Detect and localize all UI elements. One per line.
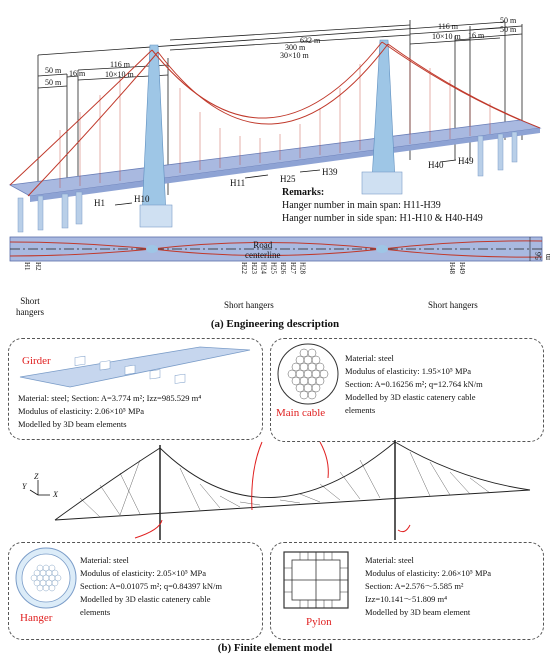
dim-50-left-top: 50 m (45, 66, 62, 75)
plan-h22: H22 (240, 262, 248, 275)
axis-y-label: Y (22, 482, 27, 491)
plan-pylon-left (146, 245, 158, 253)
label-h10: H10 (134, 194, 150, 204)
plan-h25: H25 (269, 262, 278, 275)
main-cable-line4: Modelled by 3D elastic catenery cable (345, 392, 476, 402)
label-h49: H49 (458, 156, 474, 166)
pylon-line1: Material: steel (365, 555, 414, 565)
plan-h26: H26 (279, 262, 287, 275)
axis-x-label: X (53, 490, 58, 499)
dim-50-right-bottom: 50 m (500, 25, 517, 34)
hanger-title: Hanger (20, 612, 53, 624)
dim-10x10-right: 10×10 m (432, 32, 461, 41)
hanger-props (80, 554, 262, 619)
pylon-line3: Section: A=2.576～5.585 m² (365, 581, 464, 591)
pylon-right (362, 40, 402, 194)
main-cable-section-icon (276, 342, 340, 406)
main-cable-line3: Section: A=0.16256 m²; q=12.764 kN/m (345, 379, 483, 389)
dim-56: 56 m (534, 252, 552, 260)
plan-h28: H28 (298, 262, 307, 275)
dim-30x10: 30×10 m (280, 51, 309, 60)
hanger-line3: Section: A=0.01075 m²; q=0.84397 kN/m (80, 581, 222, 591)
girder-line3: Modelled by 3D beam elements (18, 419, 127, 429)
girder-line1: Material: steel; Section: A=3.774 m²; Izz=985.529 m⁴ (18, 393, 202, 403)
hanger-line5: elements (80, 607, 111, 617)
plan-h24: H24 (259, 262, 268, 275)
pylon-line4: Izz=10.141～51.809 m⁴ (365, 594, 448, 604)
dim-116-right: 116 m (438, 22, 458, 31)
dim-300: 300 m (285, 43, 306, 52)
fe-deck-line (55, 490, 530, 520)
main-cable-props (345, 352, 541, 417)
girder-section-drawing (15, 342, 255, 392)
hanger-line2: Modulus of elasticity: 2.05×10⁵ MPa (80, 568, 207, 578)
fe-cables (55, 442, 530, 520)
pylon-props (365, 554, 541, 619)
label-h11: H11 (230, 178, 246, 188)
main-cables (10, 42, 540, 196)
axis-z-label: Z (34, 472, 39, 481)
caption-a: (a) Engineering description (210, 318, 340, 330)
remarks-line1: Hanger number in main span: H11-H39 (282, 200, 441, 211)
label-h40: H40 (428, 160, 444, 170)
short-hangers-right: Short hangers (428, 300, 478, 310)
remarks-line2: Hanger number in side span: H1-H10 & H40-H49 (282, 213, 483, 224)
pointer-arrows (135, 442, 410, 538)
plan-h49: H49 (457, 262, 466, 275)
dim-50-left-bottom: 50 m (45, 78, 62, 87)
main-cable-line1: Material: steel (345, 353, 394, 363)
label-h25: H25 (280, 174, 296, 184)
dim-10x10-left: 10×10 m (105, 70, 134, 79)
plan-mid-hangers (240, 262, 307, 276)
pylon-line5: Modelled by 3D beam element (365, 607, 471, 617)
remarks-title: Remarks: (282, 187, 325, 198)
dimension-lines (38, 20, 522, 195)
label-h39: H39 (322, 167, 338, 177)
caption-b: (b) Finite element model (217, 642, 333, 654)
dim-16-right: 16 m (468, 31, 485, 40)
plan-h1: H1 (23, 262, 31, 271)
hanger-section-icon (14, 546, 78, 610)
label-h1: H1 (94, 198, 105, 208)
dim-116-left: 116 m (110, 60, 130, 69)
plan-h27: H27 (288, 262, 297, 275)
hanger-line1: Material: steel (80, 555, 129, 565)
dim-16-left: 16 m (69, 69, 86, 78)
girder-props (18, 392, 260, 431)
fe-pylons (160, 440, 395, 540)
axis-triad (30, 480, 50, 495)
plan-h23: H23 (249, 262, 258, 275)
pylon-line2: Modulus of elasticity: 2.06×10⁵ MPa (365, 568, 492, 578)
remarks (282, 186, 547, 225)
dim-50-right-top: 50 m (500, 16, 517, 25)
pylon-section-icon (282, 550, 352, 610)
dim-632: 632 m (300, 36, 321, 45)
main-cable-title: Main cable (276, 407, 326, 419)
short-hangers-left: Short hangers (16, 296, 44, 317)
girder-line2: Modulus of elasticity: 2.06×10⁵ MPa (18, 406, 145, 416)
plan-left-hangers (22, 262, 42, 274)
road-centerline-label: Road centerline (245, 240, 281, 260)
fe-model-drawing (0, 440, 550, 540)
plan-h48: H48 (448, 262, 456, 275)
girder-title: Girder (22, 355, 51, 367)
main-cable-line5: elements (345, 405, 376, 415)
pylon-title: Pylon (306, 616, 332, 628)
plan-pylon-right (376, 245, 388, 253)
short-hangers-mid: Short hangers (224, 300, 274, 310)
plan-right-hangers (448, 262, 466, 276)
fe-hangers (80, 452, 490, 517)
plan-h2: H2 (33, 262, 42, 271)
main-cable-line2: Modulus of elasticity: 1.95×10⁵ MPa (345, 366, 472, 376)
hanger-line4: Modelled by 3D elastic catenery cable (80, 594, 211, 604)
